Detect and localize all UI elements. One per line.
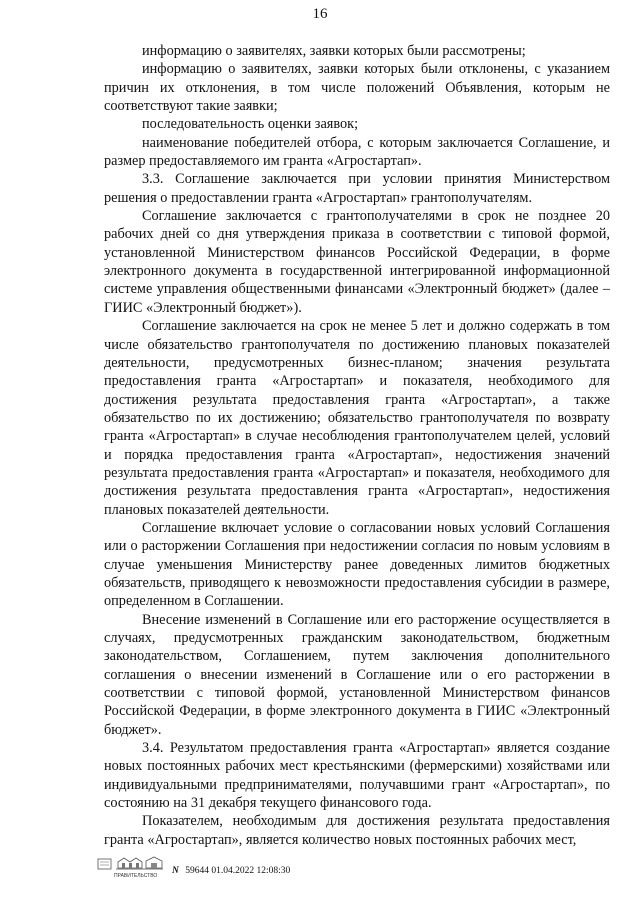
document-timestamp: 01.04.2022 12:08:30 (211, 866, 291, 876)
paragraph-applicants-reviewed: информацию о заявителях, заявки которых были рассмотрены; (142, 43, 526, 59)
svg-text:ПРАВИТЕЛЬСТВО: ПРАВИТЕЛЬСТВО (114, 873, 158, 879)
page-number: 16 (312, 6, 328, 22)
paragraph-section-3-4: 3.4. Результатом предоставления гранта «Агростартап» является создание новых постоянных рабочих мест крестьянскими (фермерскими) хозяйствами или индивидуальными предпринимателями, получавшими грант «Агростартап», по состоянию на 31 декабря текущего финансового года. (104, 740, 610, 812)
paragraph-agreement-content: Соглашение заключается на срок не менее 5 лет и должно содержать в том числе обязательство грантополучателя по достижению плановых показателей деятельности, предусмотренных бизнес-планом; значения результата предоставления гранта «Агростартап» и показателя, необходимого для достижения результата предоставления гранта «Агростартап», а также обязательство по их достижению; обязательство грантополучателя по возврату гранта «Агростартап» в случае несоблюдения грантополучателем целей, условий и порядка предоставления гранта «Агростартап», недостижения значений результата предоставления гранта «Агростартап» и показателя, необходимого для достижения результата предоставления гранта «Агростартап», недостижения плановых показателей деятельности. (104, 318, 610, 518)
paragraph-winners: наименование победителей отбора, с которым заключается Соглашение, и размер предоставляемого им гранта «Агростартап». (104, 134, 610, 170)
number-sign: N (172, 866, 179, 876)
paragraph-agreement-changes: Внесение изменений в Соглашение или его расторжение осуществляется в случаях, предусмотренных гражданским законодательством, бюджетным законодательством, Соглашением, путем заключения дополнительного соглашения о внесении изменений в Соглашение или о его расторжении в соответствии с типовой формой, установленной Министерством финансов Российской Федерации, в форме электронного документа в ГИИС «Электронный бюджет». (104, 611, 610, 738)
paragraph-agreement-conditions: Соглашение включает условие о согласовании новых условий Соглашения или о расторжении Соглашения при недостижении согласия по новым условиям в случае уменьшения Министерству ранее доведенных лимитов бюджетных обязательств, приводящего к невозможности предоставления субсидии в размере, определенном в Соглашении. (104, 519, 610, 610)
document-number: 59644 (185, 866, 209, 876)
paragraph-applicants-rejected: информацию о заявителях, заявки которых были отклонены, с указанием причин их отклонения, в том числе положений Объявления, которым не соответствуют такие заявки; (104, 61, 610, 115)
document-footer (96, 856, 596, 886)
paragraph-agreement-term: Соглашение заключается с грантополучателями в срок не позднее 20 рабочих дней со дня утверждения приказа в соответствии с типовой формой, установленной Министерством финансов Российской Федерации, в форме электронного документа в государственной интегрированной информационной системе управления общественными финансами «Электронный бюджет» (далее – ГИИС «Электронный бюджет»). (104, 208, 610, 316)
paragraph-evaluation-order: последовательность оценки заявок; (142, 116, 359, 133)
paragraph-section-3-3: 3.3. Соглашение заключается при условии принятия Министерством решения о предоставлении гранта «Агростартап» грантополучателям. (104, 171, 610, 206)
document-body (104, 42, 610, 849)
document-stamp (172, 866, 290, 876)
paragraph-indicator: Показателем, необходимым для достижения результата предоставления гранта «Агростартап», является количество новых постоянных рабочих мест, (104, 813, 610, 848)
government-building-logo (96, 856, 164, 884)
